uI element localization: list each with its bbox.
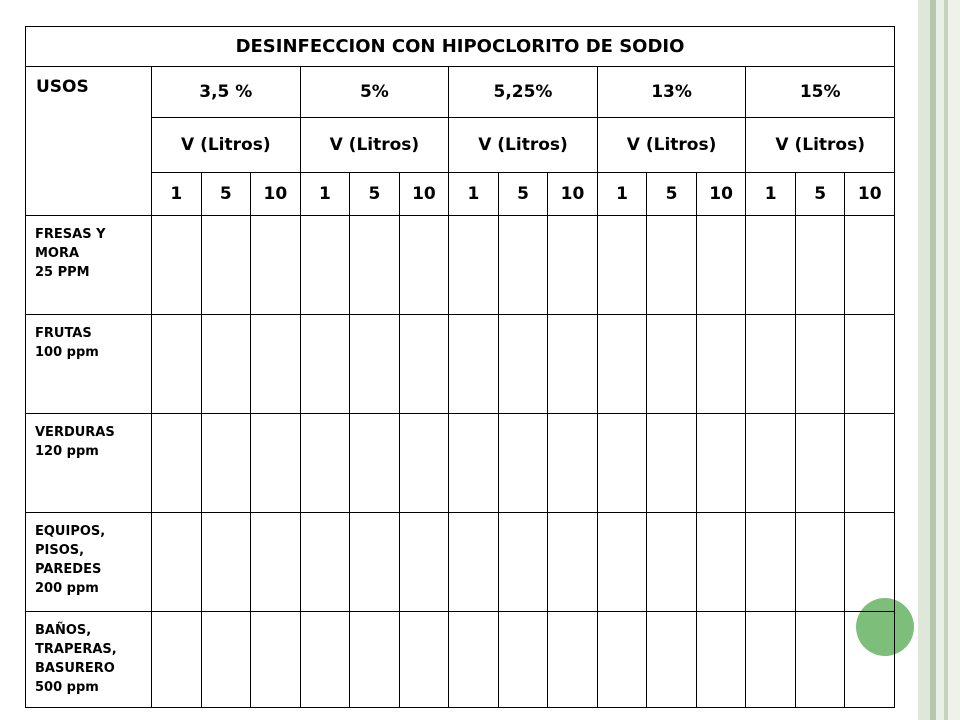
volume-number-cell: 10 bbox=[399, 172, 449, 215]
volume-number-cell: 5 bbox=[201, 172, 251, 215]
concentration-header: 5% bbox=[300, 66, 449, 117]
empty-value-cell bbox=[152, 215, 202, 314]
volume-number-cell: 5 bbox=[647, 172, 697, 215]
empty-value-cell bbox=[498, 215, 548, 314]
empty-value-cell bbox=[746, 611, 796, 707]
empty-value-cell bbox=[795, 413, 845, 512]
empty-value-cell bbox=[300, 215, 350, 314]
volume-number-cell: 1 bbox=[449, 172, 499, 215]
row-label-line: TRAPERAS, bbox=[35, 641, 117, 657]
empty-value-cell bbox=[350, 611, 400, 707]
concentration-header: 5,25% bbox=[449, 66, 598, 117]
empty-value-cell bbox=[399, 215, 449, 314]
empty-value-cell bbox=[746, 512, 796, 611]
empty-value-cell bbox=[548, 215, 598, 314]
border-stripe bbox=[936, 0, 944, 720]
row-label-line: MORA bbox=[35, 245, 80, 261]
volume-number-cell: 1 bbox=[746, 172, 796, 215]
empty-value-cell bbox=[449, 413, 499, 512]
empty-value-cell bbox=[201, 512, 251, 611]
table-title: DESINFECCION CON HIPOCLORITO DE SODIO bbox=[26, 27, 895, 67]
empty-value-cell bbox=[746, 314, 796, 413]
row-label-line: 25 PPM bbox=[35, 264, 90, 280]
empty-value-cell bbox=[647, 413, 697, 512]
empty-value-cell bbox=[498, 611, 548, 707]
empty-value-cell bbox=[152, 413, 202, 512]
empty-value-cell bbox=[399, 314, 449, 413]
row-label bbox=[26, 512, 152, 611]
empty-value-cell bbox=[399, 512, 449, 611]
empty-value-cell bbox=[696, 611, 746, 707]
empty-value-cell bbox=[845, 512, 895, 611]
row-label bbox=[26, 611, 152, 707]
concentration-header: 15% bbox=[746, 66, 895, 117]
empty-value-cell bbox=[696, 314, 746, 413]
empty-value-cell bbox=[795, 314, 845, 413]
empty-value-cell bbox=[350, 512, 400, 611]
empty-value-cell bbox=[647, 611, 697, 707]
empty-value-cell bbox=[696, 413, 746, 512]
empty-value-cell bbox=[251, 512, 301, 611]
row-label-line: PISOS, bbox=[35, 542, 85, 558]
volume-number-cell: 1 bbox=[152, 172, 202, 215]
empty-value-cell bbox=[399, 611, 449, 707]
volume-number-cell: 5 bbox=[498, 172, 548, 215]
volume-number-cell: 5 bbox=[350, 172, 400, 215]
empty-value-cell bbox=[597, 512, 647, 611]
empty-value-cell bbox=[696, 512, 746, 611]
row-label-line: BAÑOS, bbox=[35, 622, 92, 638]
empty-value-cell bbox=[845, 413, 895, 512]
empty-value-cell bbox=[597, 314, 647, 413]
empty-value-cell bbox=[152, 314, 202, 413]
empty-value-cell bbox=[696, 215, 746, 314]
empty-value-cell bbox=[845, 611, 895, 707]
empty-value-cell bbox=[597, 413, 647, 512]
row-label-line: 500 ppm bbox=[35, 679, 99, 695]
empty-value-cell bbox=[350, 215, 400, 314]
empty-value-cell bbox=[498, 314, 548, 413]
empty-value-cell bbox=[251, 314, 301, 413]
row-label-line: 120 ppm bbox=[35, 443, 99, 459]
empty-value-cell bbox=[449, 314, 499, 413]
row-label-line: 200 ppm bbox=[35, 580, 99, 596]
row-label bbox=[26, 413, 152, 512]
empty-value-cell bbox=[201, 215, 251, 314]
empty-value-cell bbox=[449, 512, 499, 611]
row-label bbox=[26, 215, 152, 314]
empty-value-cell bbox=[152, 611, 202, 707]
empty-value-cell bbox=[300, 314, 350, 413]
volume-number-cell: 10 bbox=[548, 172, 598, 215]
empty-value-cell bbox=[152, 512, 202, 611]
empty-value-cell bbox=[498, 512, 548, 611]
border-stripe bbox=[918, 0, 930, 720]
empty-value-cell bbox=[795, 611, 845, 707]
row-label bbox=[26, 314, 152, 413]
empty-value-cell bbox=[746, 413, 796, 512]
volume-header: V (Litros) bbox=[152, 117, 301, 172]
empty-value-cell bbox=[746, 215, 796, 314]
empty-value-cell bbox=[350, 413, 400, 512]
empty-value-cell bbox=[548, 611, 598, 707]
empty-value-cell bbox=[399, 413, 449, 512]
empty-value-cell bbox=[845, 215, 895, 314]
empty-value-cell bbox=[795, 512, 845, 611]
empty-value-cell bbox=[201, 413, 251, 512]
empty-value-cell bbox=[548, 314, 598, 413]
row-label-line: BASURERO bbox=[35, 660, 115, 676]
empty-value-cell bbox=[251, 215, 301, 314]
concentration-header: 3,5 % bbox=[152, 66, 301, 117]
row-label-line: FRUTAS bbox=[35, 325, 92, 341]
empty-value-cell bbox=[201, 314, 251, 413]
row-label-line: EQUIPOS, bbox=[35, 523, 106, 539]
row-label-line: VERDURAS bbox=[35, 424, 115, 440]
concentration-header: 13% bbox=[597, 66, 746, 117]
volume-number-cell: 1 bbox=[597, 172, 647, 215]
volume-number-cell: 5 bbox=[795, 172, 845, 215]
empty-value-cell bbox=[300, 512, 350, 611]
row-label-line: FRESAS Y bbox=[35, 226, 106, 242]
empty-value-cell bbox=[350, 314, 400, 413]
empty-value-cell bbox=[548, 512, 598, 611]
empty-value-cell bbox=[251, 413, 301, 512]
empty-value-cell bbox=[795, 215, 845, 314]
empty-value-cell bbox=[647, 314, 697, 413]
empty-value-cell bbox=[449, 215, 499, 314]
empty-value-cell bbox=[647, 512, 697, 611]
empty-value-cell bbox=[300, 611, 350, 707]
usos-header: USOS bbox=[26, 66, 152, 215]
row-label-line: 100 ppm bbox=[35, 344, 99, 360]
empty-value-cell bbox=[597, 611, 647, 707]
empty-value-cell bbox=[647, 215, 697, 314]
empty-value-cell bbox=[597, 215, 647, 314]
empty-value-cell bbox=[300, 413, 350, 512]
volume-number-cell: 1 bbox=[300, 172, 350, 215]
volume-number-cell: 10 bbox=[251, 172, 301, 215]
row-label-line: PAREDES bbox=[35, 561, 102, 577]
empty-value-cell bbox=[498, 413, 548, 512]
empty-value-cell bbox=[449, 611, 499, 707]
volume-header: V (Litros) bbox=[746, 117, 895, 172]
empty-value-cell bbox=[251, 611, 301, 707]
empty-value-cell bbox=[845, 314, 895, 413]
volume-number-cell: 10 bbox=[845, 172, 895, 215]
empty-value-cell bbox=[548, 413, 598, 512]
volume-number-cell: 10 bbox=[696, 172, 746, 215]
volume-header: V (Litros) bbox=[597, 117, 746, 172]
disinfection-table bbox=[25, 26, 895, 708]
volume-header: V (Litros) bbox=[449, 117, 598, 172]
border-stripe bbox=[948, 0, 960, 720]
empty-value-cell bbox=[201, 611, 251, 707]
volume-header: V (Litros) bbox=[300, 117, 449, 172]
